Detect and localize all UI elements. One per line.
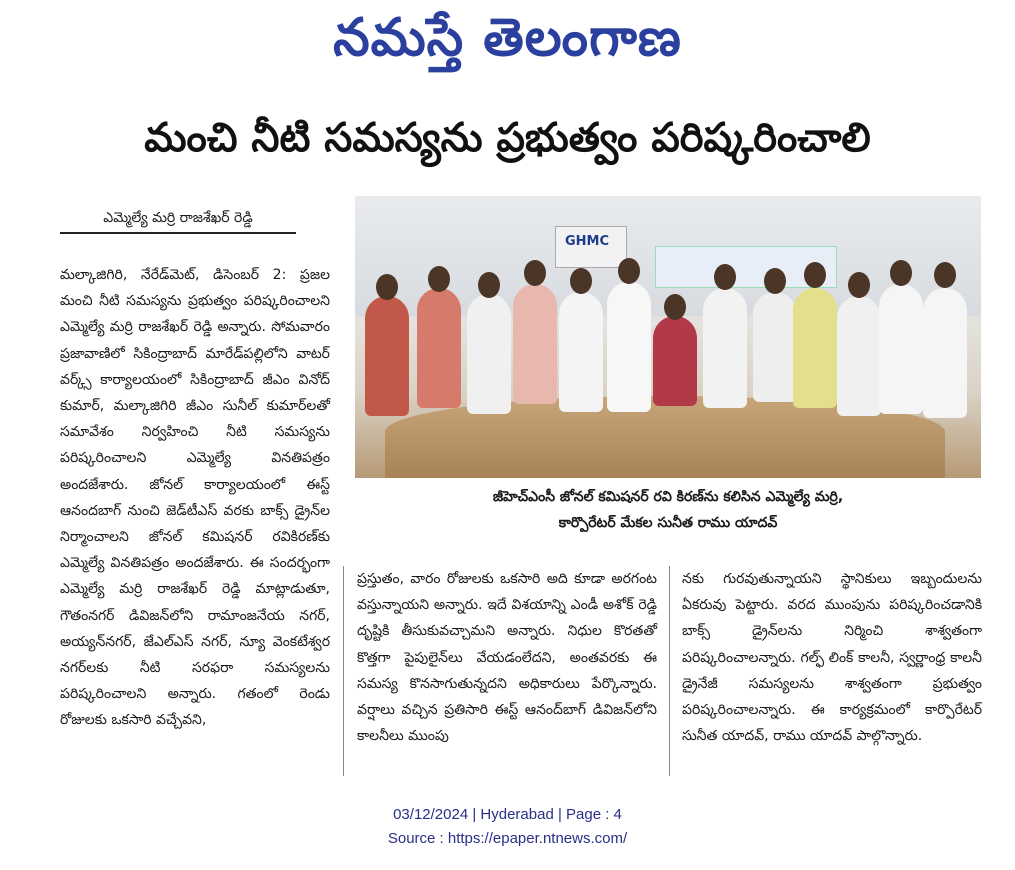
column-1-text: మల్కాజిగిరి, నేరేడ్‌మెట్, డిసెంబర్ 2: ప్రజల మంచి నీటి సమస్యను ప్రభుత్వం పరిష్కరించాలని ఎమ్మెల్యే మర్రి రాజశేఖర్ రెడ్డి అన్నారు. సోమవారం ప్రజావాణిలో సికింద్రాబాద్ మారేడ్‌పల్లిలోని వాటర్ వర్క్స్ కార్యాలయంలో సికింద్రాబాద్ జీఎం వినోద్ కుమార్, మల్కాజిగిరి జీఎం సునీల్ కుమార్‌లతో సమావేశం నిర్వహించి నీటి సమస్యను పరిష్కరించాలని ఎమ్మెల్యే వినతిపత్రం అందజేశారు. జోనల్ కార్యాలయంలో ఈస్ట్ ఆనందబాగ్ నుంచి జెడ్‌టీఎస్ వరకు బాక్స్ డ్రైన్‌ల నిర్మాంచాలని జోనల్ కమిషనర్ రవికిరణ్‌కు ఎమ్మెల్యే వినతిపత్రం అందజేశారు. ఈ సందర్భంగా ఎమ్మెల్యే మర్రి రాజశేఖర్ రెడ్డి మాట్లాడుతూ, గౌతంనగర్ డివిజన్‌లోని రామాంజనేయ నగర్, అయ్యన్‌నగర్, జేఎల్ఎస్ నగర్, న్యూ వెంకటేశ్వర నగర్‌లకు నీటి సరఫరా సమస్యలను పరిష్కరించాలని అన్నారు. గతంలో రెండు రోజులకు ఒకసారి వచ్చేవని, xyxy=(60,267,330,729)
person-head xyxy=(524,260,546,286)
person-figure xyxy=(559,292,603,412)
photo-caption xyxy=(355,484,981,536)
byline: ఎమ్మెల్యే మర్రి రాజశేఖర్ రెడ్డి xyxy=(60,206,296,230)
person-head xyxy=(376,274,398,300)
person-figure xyxy=(417,288,461,408)
person-head xyxy=(934,262,956,288)
person-head xyxy=(890,260,912,286)
caption-line-1: జీహెచ్ఎంసీ జోనల్ కమిషనర్ రవి కిరణ్‌ను కలిసిన ఎమ్మెల్యే మర్రి, xyxy=(492,489,844,505)
newspaper-masthead: నమస్తే తెలంగాణ xyxy=(333,8,682,68)
person-head xyxy=(714,264,736,290)
person-head xyxy=(764,268,786,294)
person-head xyxy=(848,272,870,298)
person-figure xyxy=(467,294,511,414)
article-headline: మంచి నీటి సమస్యను ప్రభుత్వం పరిష్కరించాలి xyxy=(144,115,871,161)
footer-dateline: 03/12/2024 | Hyderabad | Page : 4 xyxy=(393,806,622,823)
article-column-1 xyxy=(60,262,330,734)
person-figure xyxy=(703,288,747,408)
person-head xyxy=(570,268,592,294)
person-head xyxy=(618,258,640,284)
person-head xyxy=(478,272,500,298)
person-head xyxy=(664,294,686,320)
column-divider xyxy=(669,566,670,776)
person-figure xyxy=(793,288,837,408)
person-figure xyxy=(365,296,409,416)
news-photo xyxy=(355,196,981,478)
ghmc-logo-text: GHMC xyxy=(565,234,610,249)
column-2-text: ప్రస్తుతం, వారం రోజులకు ఒకసారి అది కూడా అరగంట వస్తున్నాయని అన్నారు. ఇదే విశయాన్ని ఎండీ అశోక్ రెడ్డి దృష్టికి తీసుకువచ్చామని అన్నారు. నిధుల కొరతతో కొత్తగా పైపులైన్‌లు వేయడంలేదని, అంతవరకు ఈ సమస్య కొనసాగుతున్నదని అధికారులు పేర్కొన్నారు. వర్షాలు వచ్చిన ప్రతిసారి ఈస్ట్ ఆనంద్‌బాగ్ డివిజన్‌లోని కాలనీలు ముంపు xyxy=(357,571,657,745)
person-figure xyxy=(653,316,697,406)
column-3-text: నకు గురవుతున్నాయని స్థానికులు ఇబ్బందులను ఏకరువు పెట్టారు. వరద ముంపును పరిష్కరించడానికి బాక్స్ డ్రైన్‌లను నిర్మించి శాశ్వతంగా పరిష్కరించాలన్నారు. గల్ఫ్ లింక్ కాలనీ, స్వర్ణాంధ్ర కాలనీ డ్రైనేజీ సమస్యలను శాశ్వతంగా ప్రభుత్వం పరిష్కరించాలన్నారు. ఈ కార్యక్రమంలో కార్పొరేటర్ సునీత యాదవ్, రాము యాదవ్ పాల్గొన్నారు. xyxy=(682,571,982,745)
footer-source[interactable]: Source : https://epaper.ntnews.com/ xyxy=(387,830,628,847)
person-figure xyxy=(879,284,923,414)
article-column-3 xyxy=(682,566,982,749)
column-divider xyxy=(343,566,344,776)
caption-line-2: కార్పొరేటర్ మేకల సునీత రాము యాదవ్ xyxy=(558,515,778,531)
person-figure xyxy=(923,288,967,418)
person-head xyxy=(428,266,450,292)
person-figure xyxy=(513,284,557,404)
article-column-2 xyxy=(357,566,657,749)
person-figure xyxy=(607,282,651,412)
person-head xyxy=(804,262,826,288)
person-figure xyxy=(837,296,881,416)
person-figure xyxy=(753,292,797,402)
